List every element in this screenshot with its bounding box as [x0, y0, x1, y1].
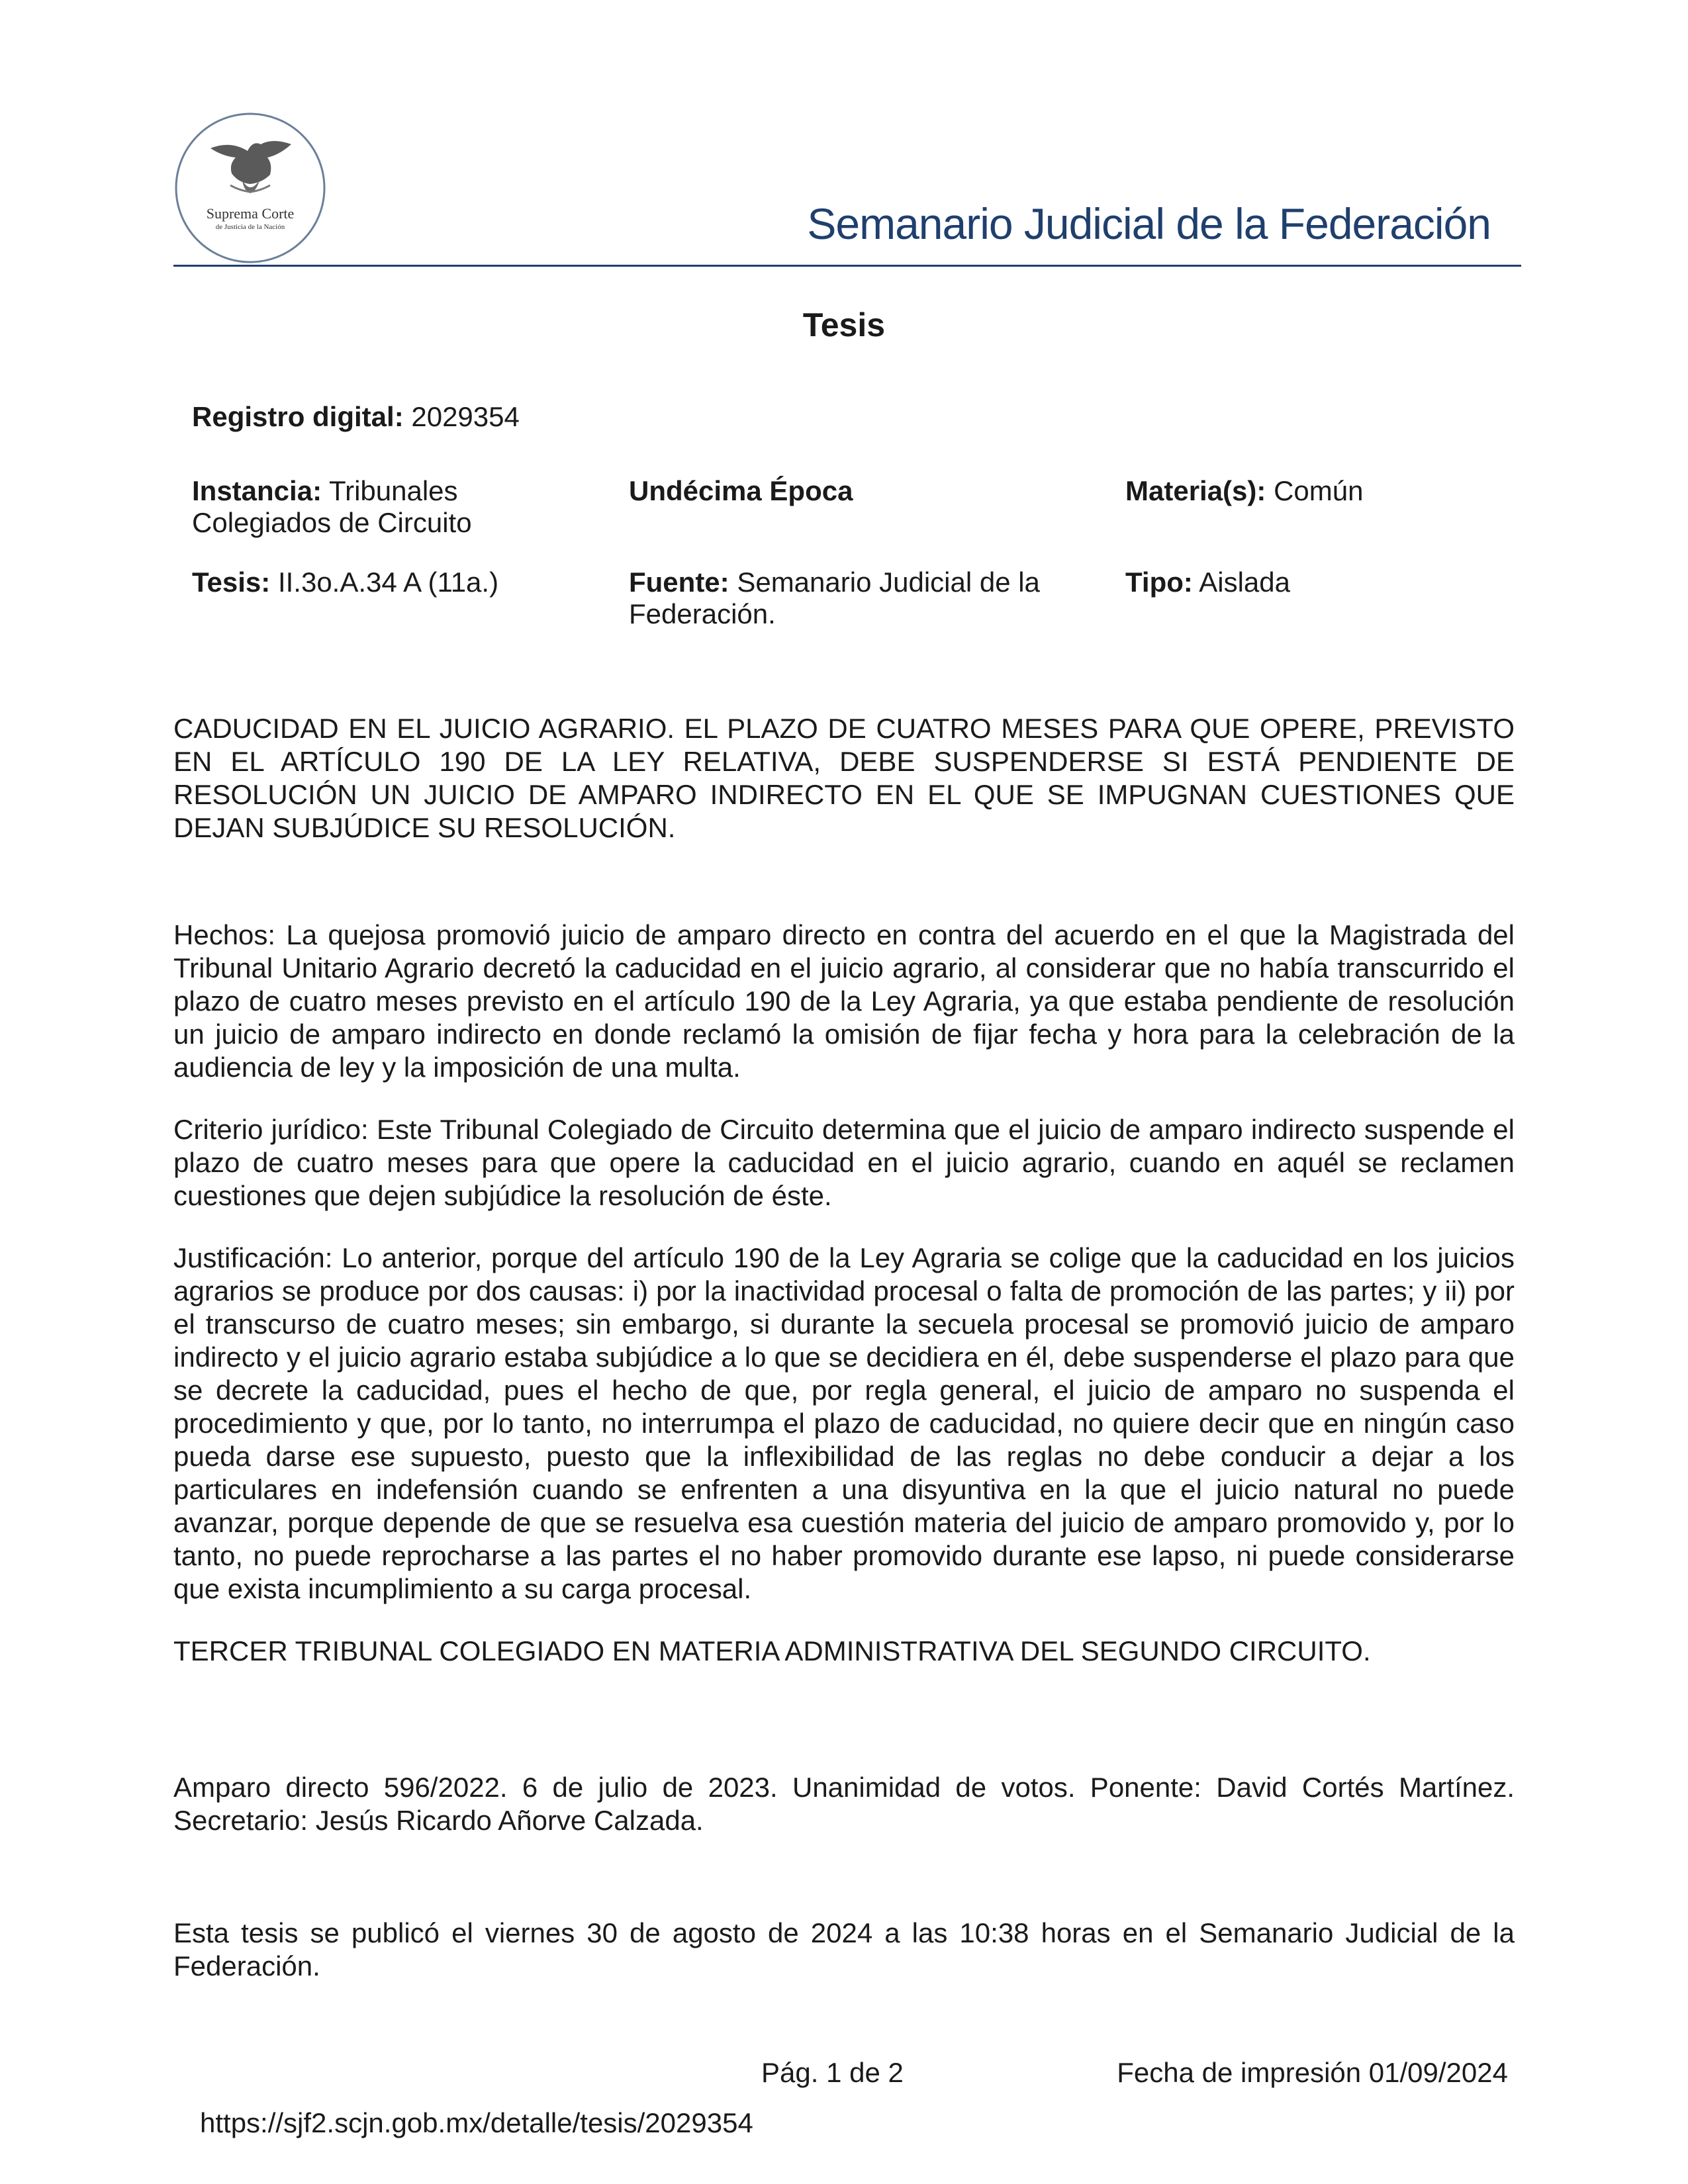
svg-text:de Justicia de la Nación: de Justicia de la Nación [215, 223, 285, 231]
tribunal-paragraph: TERCER TRIBUNAL COLEGIADO EN MATERIA ADMINISTRATIVA DEL SEGUNDO CIRCUITO. [173, 1635, 1371, 1666]
tesis-field: Tesis: II.3o.A.34 A (11a.) [192, 567, 499, 598]
publicacion-paragraph: Esta tesis se publicó el viernes 30 de agosto de 2024 a las 10:38 horas en el Semanario Judicial de la Federación. [173, 1917, 1515, 1981]
page-number: Pág. 1 de 2 [761, 2057, 904, 2088]
svg-text:Suprema Corte: Suprema Corte [206, 205, 295, 222]
justificacion-paragraph: Justificación: Lo anterior, porque del artículo 190 de la Ley Agraria se colige que la caducidad en los juicios agrarios se produce por dos causas: i) por la inactividad procesal o falta de promoción de las partes; y ii) por el transcurso de cuatro meses; sin embargo, si durante la secuela procesal se promovió juicio de amparo indirecto y el juicio agrario estaba subjúdice a lo que se decidiera en él, debe suspenderse el plazo para que se decrete la caducidad, pues el hecho de que, por regla general, el juicio de amparo no suspenda el procedimiento y que, por lo tanto, no interrumpa el plazo de caducidad, no quiere decir que en ningún caso pueda darse ese supuesto, puesto que la inflexibilidad de las reglas no debe conducir a dejar a los particulares en indefensión cuando se enfrenten a una disyuntiva en la que el juicio natural no puede avanzar, porque depende de que se resuelva esa cuestión materia del juicio de amparo promovido y, por lo tanto, no puede reprocharse a las partes el no haber promovido durante ese lapso, ni puede considerarse que exista incumplimiento a su carga procesal. [173, 1242, 1515, 1604]
hechos-paragraph: Hechos: La quejosa promovió juicio de amparo directo en contra del acuerdo en el que la Magistrada del Tribunal Unitario Agrario decretó la caducidad en el juicio agrario, al considerar que no había transcurrido el plazo de cuatro meses previsto en el artículo 190 de la Ley Agraria, ya que estaba pendiente de resolución un juicio de amparo indirecto en donde reclamó la omisión de fijar fecha y hora para la celebración de la audiencia de ley y la imposición de una multa. [173, 919, 1515, 1083]
registro-digital: Registro digital: 2029354 [192, 401, 520, 432]
instancia-field: Instancia: Tribunales Colegiados de Circuito [192, 475, 472, 538]
scjn-seal-logo [173, 111, 327, 265]
header-divider [173, 265, 1521, 267]
fuente-field: Fuente: Semanario Judicial de la Federación. [629, 567, 1040, 629]
materia-field: Materia(s): Común [1125, 475, 1364, 506]
criterio-paragraph: Criterio jurídico: Este Tribunal Colegiado de Circuito determina que el juicio de amparo indirecto suspende el plazo de cuatro meses para que opere la caducidad en el juicio agrario, cuando en aquél se reclamen cuestiones que dejen subjúdice la resolución de éste. [173, 1114, 1515, 1211]
tesis-rubro: CADUCIDAD EN EL JUICIO AGRARIO. EL PLAZO DE CUATRO MESES PARA QUE OPERE, PREVISTO EN EL ARTÍCULO 190 DE LA LEY RELATIVA, DEBE SUSPENDERSE SI ESTÁ PENDIENTE DE RESOLUCIÓN UN JUICIO DE AMPARO INDIRECTO EN EL QUE SE IMPUGNAN CUESTIONES QUE DEJAN SUBJÚDICE SU RESOLUCIÓN. [173, 713, 1515, 843]
precedente-paragraph: Amparo directo 596/2022. 6 de julio de 2023. Unanimidad de votos. Ponente: David Cortés Martínez. Secretario: Jesús Ricardo Añorve Calzada. [173, 1772, 1515, 1836]
source-url: https://sjf2.scjn.gob.mx/detalle/tesis/2029354 [200, 2107, 753, 2138]
tesis-body [173, 919, 1515, 1697]
tipo-field: Tipo: Aislada [1125, 567, 1290, 598]
print-date: Fecha de impresión 01/09/2024 [1117, 2057, 1508, 2088]
epoca-field: Undécima Época [629, 475, 853, 506]
publication-title: Semanario Judicial de la Federación [807, 199, 1491, 248]
document-type-heading: Tesis [802, 306, 886, 343]
